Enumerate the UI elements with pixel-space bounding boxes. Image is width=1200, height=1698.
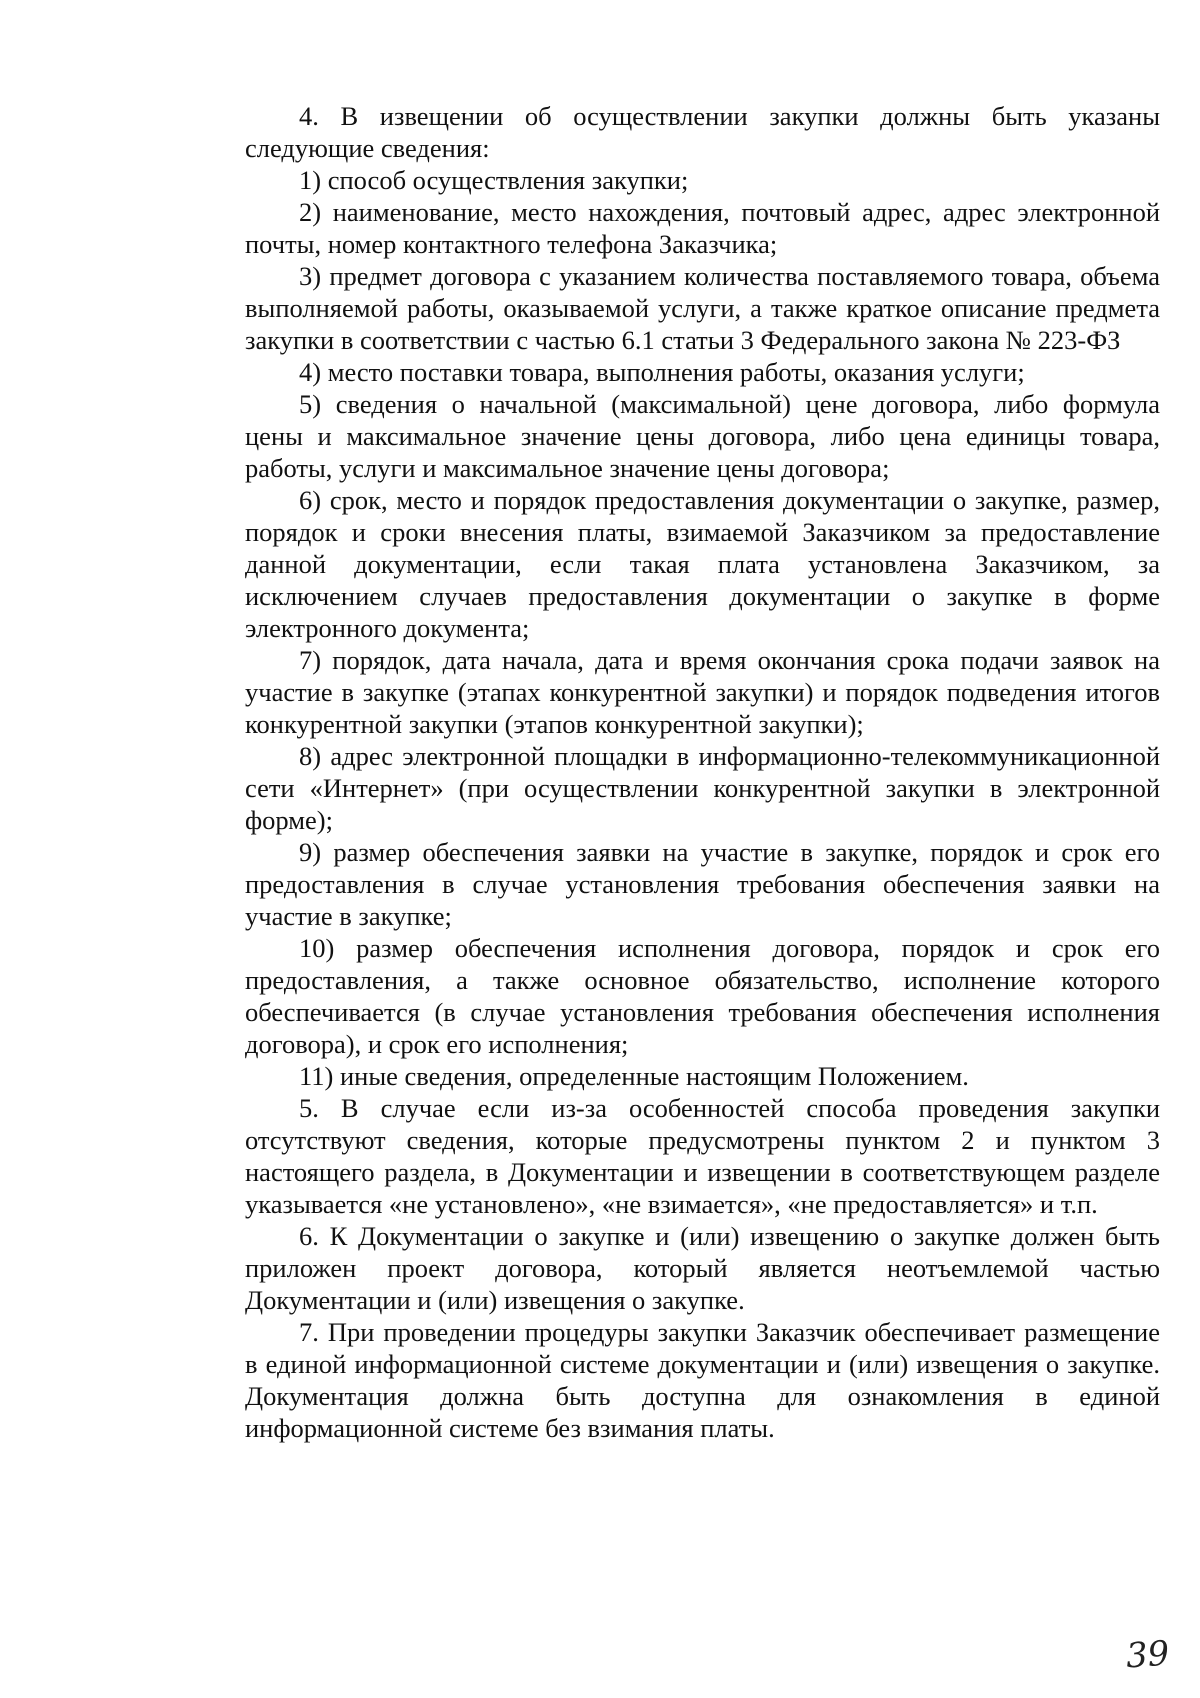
page-number: 39 — [1124, 1633, 1171, 1677]
subitem-7-application-dates: 7) порядок, дата начала, дата и время окончания срока подачи заявок на участие в закупке (этапах конкурентной закупки) и порядок подведения итогов конкурентной закупки (этапов конкурентной закупки); — [245, 645, 1160, 739]
subitem-9-application-security: 9) размер обеспечения заявки на участие в закупке, порядок и срок его предоставления в случае установления требования обеспечения заявки на участие в закупке; — [245, 837, 1160, 931]
subitem-3-contract-subject: 3) предмет договора с указанием количества поставляемого товара, объема выполняемой работы, оказываемой услуги, а также краткое описание предмета закупки в соответствии с частью 6.1 статьи 3 Федерального закона № 223-ФЗ — [245, 261, 1160, 355]
paragraph-item-7: 7. При проведении процедуры закупки Заказчик обеспечивает размещение в единой информационной системе документации и (или) извещения о закупке. Документация должна быть доступна для ознакомления в единой информационной системе без взимания платы. — [245, 1317, 1160, 1443]
subitem-11-other-info: 11) иные сведения, определенные настоящим Положением. — [299, 1061, 969, 1091]
paragraph-item-5: 5. В случае если из-за особенностей способа проведения закупки отсутствуют сведения, которые предусмотрены пунктом 2 и пунктом 3 настоящего раздела, в Документации и извещении в соответствующем разделе указывается «не установлено», «не взимается», «не предоставляется» и т.п. — [245, 1093, 1160, 1219]
subitem-6-documentation-terms: 6) срок, место и порядок предоставления документации о закупке, размер, порядок и сроки внесения платы, взимаемой Заказчиком за предоставление данной документации, если такая плата установлена Заказчиком, за исключением случаев предоставления документации о закупке в форме электронного документа; — [245, 485, 1160, 643]
subitem-1-method: 1) способ осуществления закупки; — [299, 165, 689, 195]
subitem-8-platform-address: 8) адрес электронной площадки в информационно-телекоммуникационной сети «Интернет» (при осуществлении конкурентной закупки в электронной форме); — [245, 741, 1160, 835]
subitem-4-delivery-place: 4) место поставки товара, выполнения работы, оказания услуги; — [299, 357, 1025, 387]
paragraph-item-4: 4. В извещении об осуществлении закупки должны быть указаны следующие сведения: — [245, 101, 1160, 163]
subitem-5-initial-price: 5) сведения о начальной (максимальной) цене договора, либо формула цены и максимальное значение цены договора, либо цена единицы товара, работы, услуги и максимальное значение цены договора; — [245, 389, 1160, 483]
paragraph-item-6: 6. К Документации о закупке и (или) извещению о закупке должен быть приложен проект договора, который является неотъемлемой частью Документации и (или) извещения о закупке. — [245, 1221, 1160, 1315]
subitem-2-customer-details: 2) наименование, место нахождения, почтовый адрес, адрес электронной почты, номер контактного телефона Заказчика; — [245, 197, 1160, 259]
document-body — [245, 100, 1160, 1444]
subitem-10-contract-security: 10) размер обеспечения исполнения договора, порядок и срок его предоставления, а также основное обязательство, исполнение которого обеспечивается (в случае установления требования обеспечения исполнения договора), и срок его исполнения; — [245, 933, 1160, 1059]
